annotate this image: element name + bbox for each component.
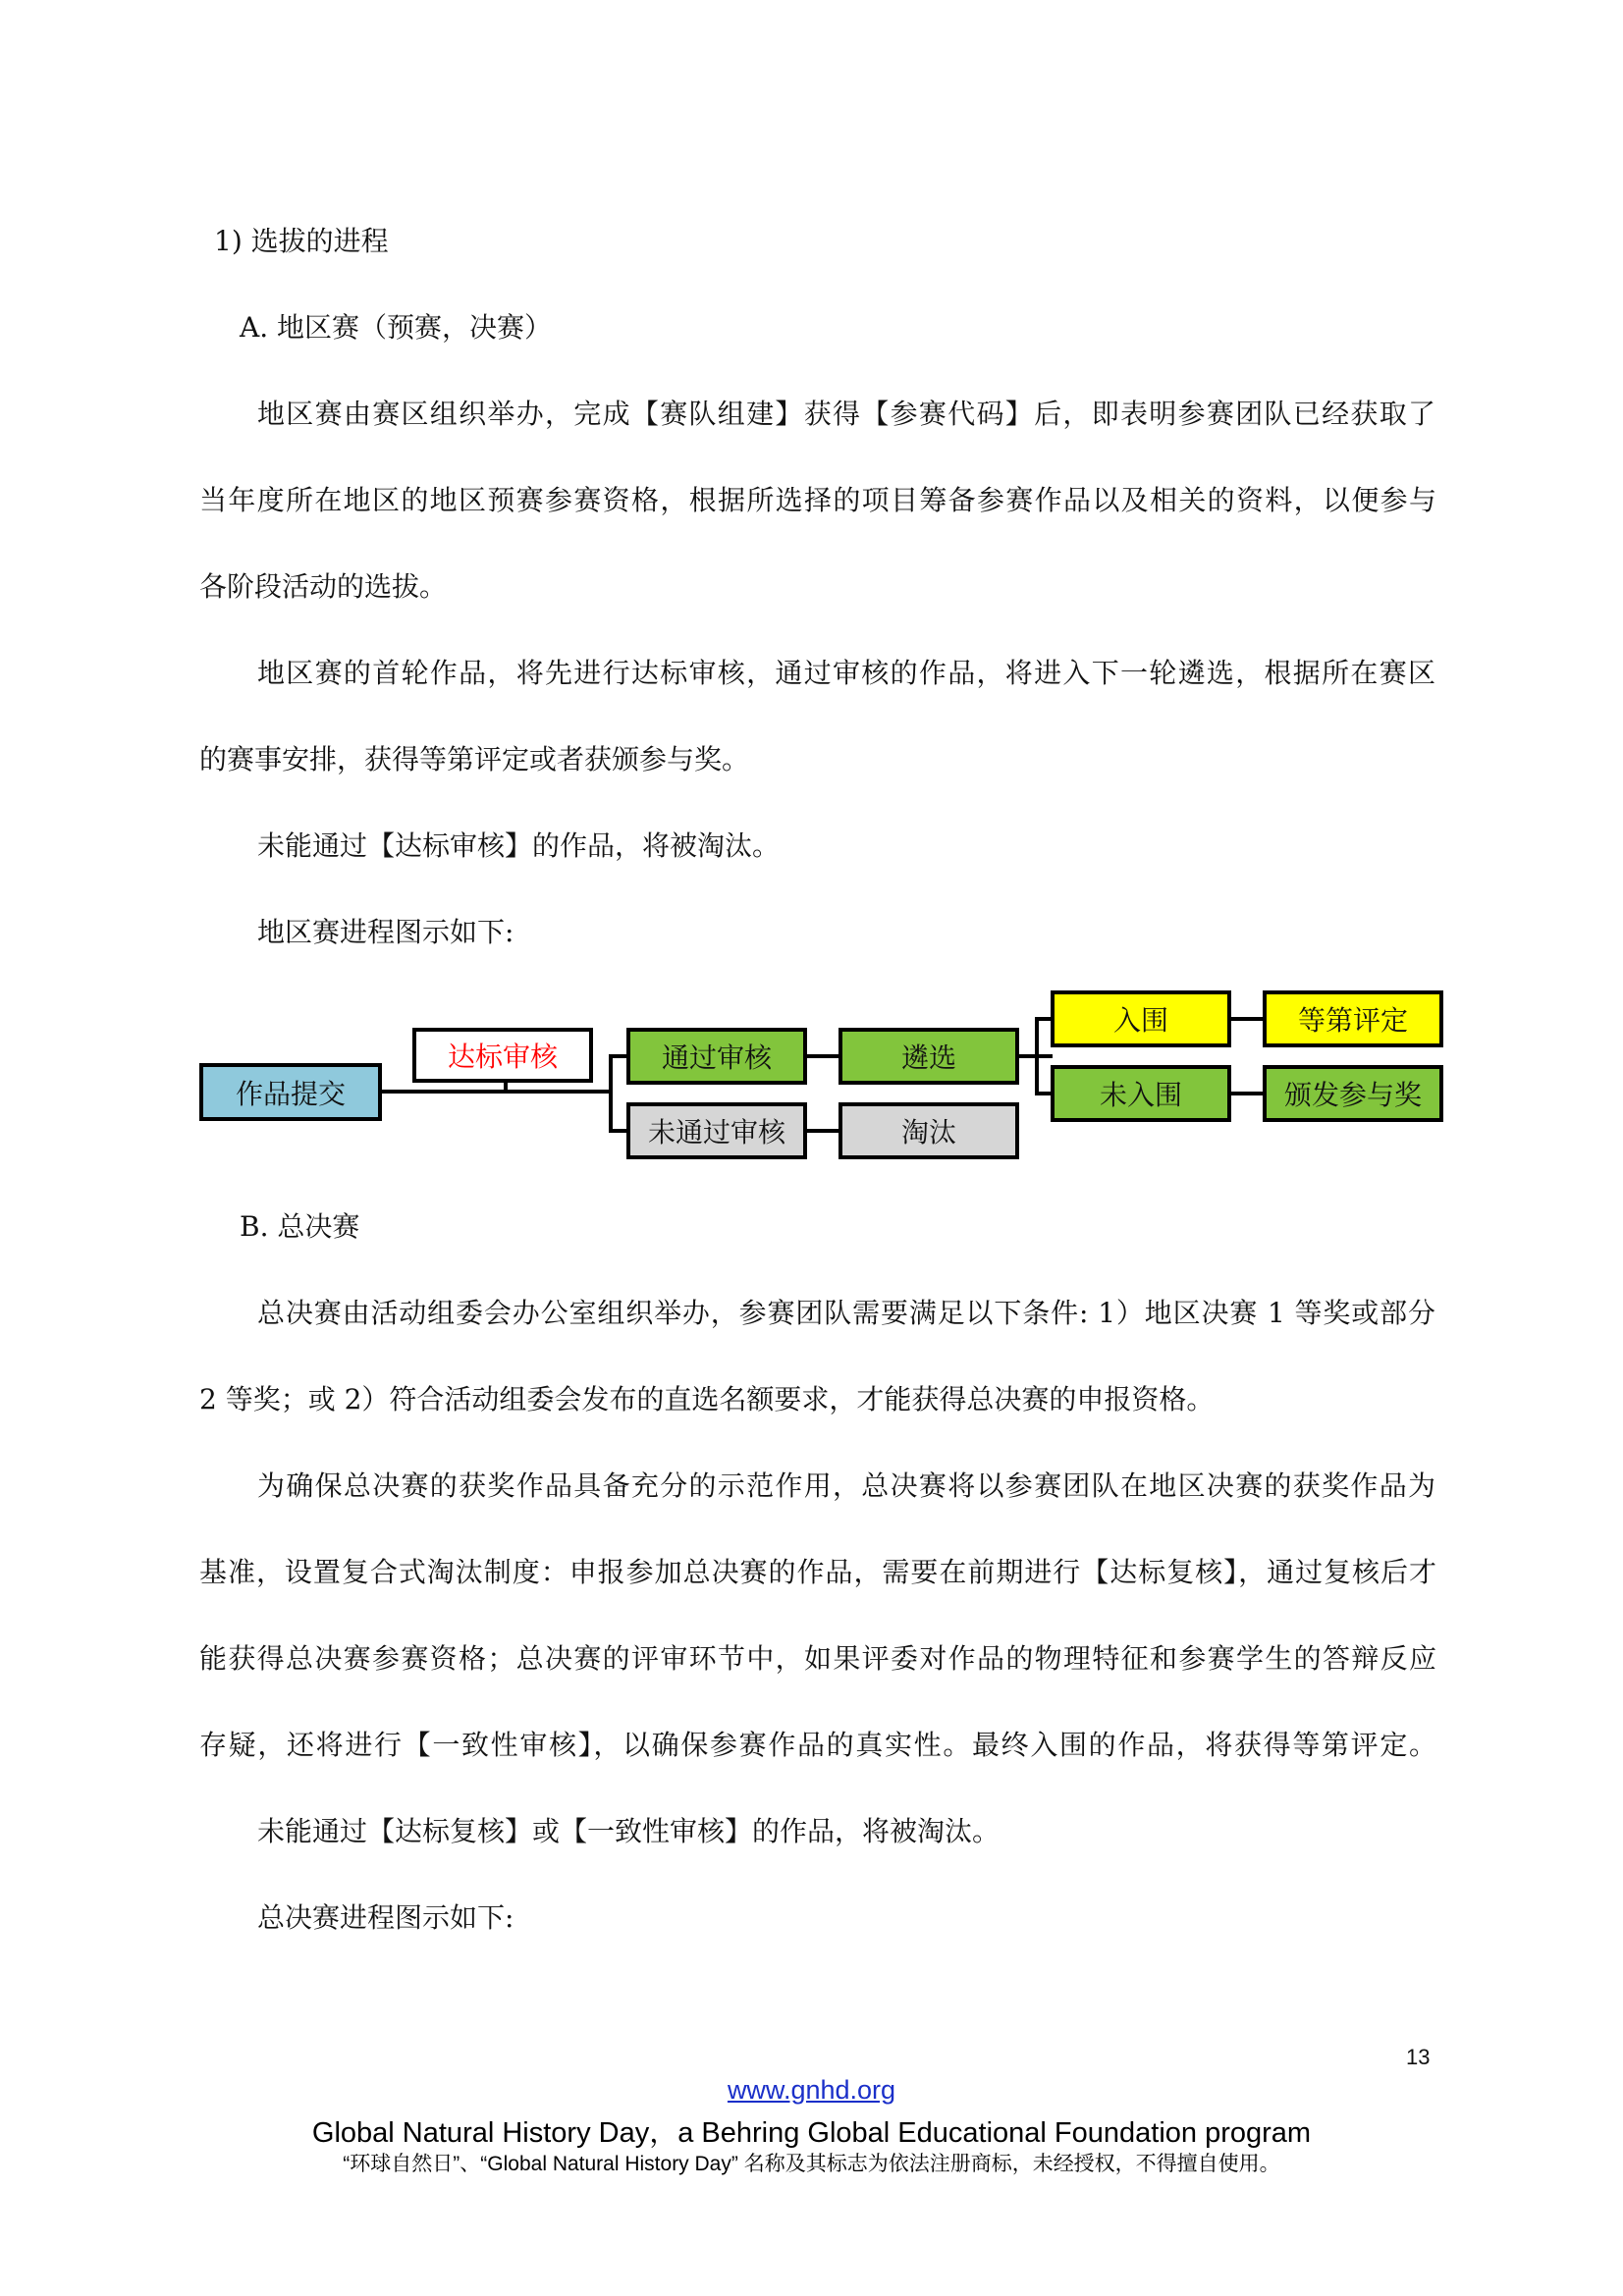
page-number: 13: [1406, 2045, 1431, 2069]
paragraph-b3: 未能通过【达标复核】或【一致性审核】的作品，将被淘汰。: [257, 1815, 1001, 1847]
pass-review-label: 通过审核: [661, 1041, 772, 1074]
participation-box: [1263, 1065, 1443, 1122]
paragraph-b1-line1: 总决赛由活动组委会办公室组织举办，参赛团队需要满足以下条件: 1）地区决赛 1 等奖或部分: [257, 1297, 1435, 1329]
connector-line: [379, 1090, 611, 1094]
paragraph-b2-line1: 为确保总决赛的获奖作品具备充分的示范作用，总决赛将以参赛团队在地区决赛的获奖作品为: [257, 1469, 1435, 1502]
paragraph-a3: 未能通过【达标审核】的作品，将被淘汰。: [257, 829, 781, 862]
section-heading: 1) 选拔的进程: [214, 225, 389, 257]
paragraph-a1-line2: 当年度所在地区的地区预赛参赛资格，根据所选择的项目筹备参赛作品以及相关的资料，以便参与: [199, 484, 1436, 516]
select-label: 遴选: [900, 1041, 956, 1074]
subheading-a: A. 地区赛（预赛，决赛）: [240, 311, 553, 344]
paragraph-b2-line2: 基准，设置复合式淘汰制度：申报参加总决赛的作品，需要在前期进行【达标复核】，通过复核后才: [199, 1556, 1436, 1588]
paragraph-b2-line3: 能获得总决赛参赛资格；总决赛的评审环节中，如果评委对作品的物理特征和参赛学生的答辩反应: [199, 1642, 1436, 1675]
submit-box: [199, 1063, 382, 1121]
connector-line: [609, 1054, 613, 1133]
connector-line: [1229, 1017, 1265, 1021]
paragraph-b4: 总决赛进程图示如下:: [257, 1901, 514, 1934]
not-shortlist-label: 未入围: [1099, 1079, 1182, 1111]
connector-line: [609, 1054, 628, 1058]
participation-label: 颁发参与奖: [1283, 1079, 1422, 1111]
connector-line: [805, 1129, 840, 1133]
shortlist-box: [1051, 990, 1231, 1047]
connector-line: [1035, 1017, 1039, 1095]
connector-line: [609, 1129, 628, 1133]
paragraph-b2-line4: 存疑，还将进行【一致性审核】，以确保参赛作品的真实性。最终入围的作品，将获得等第评定。: [199, 1729, 1436, 1761]
paragraph-a2-line1: 地区赛的首轮作品，将先进行达标审核，通过审核的作品，将进入下一轮遴选，根据所在赛区: [257, 657, 1435, 689]
footer-title: Global Natural History Day，a Behring Global Educational Foundation program: [311, 2117, 1312, 2149]
connector-line: [805, 1054, 840, 1058]
subheading-b: B. 总决赛: [240, 1210, 360, 1243]
select-box: [839, 1028, 1019, 1085]
eliminate-box: [839, 1102, 1019, 1159]
pass-review-box: [626, 1028, 807, 1085]
eliminate-label: 淘汰: [900, 1116, 956, 1148]
paragraph-a1-line1: 地区赛由赛区组织举办，完成【赛队组建】获得【参赛代码】后，即表明参赛团队已经获取了: [257, 398, 1435, 430]
paragraph-a2-line2: 的赛事安排，获得等第评定或者获颁参与奖。: [199, 743, 750, 775]
footer-trademark-note: “环球自然日”、“Global Natural History Day” 名称及其标志为依法注册商标，未经授权，不得擅自使用。: [343, 2153, 1280, 2175]
grade-label: 等第评定: [1297, 1004, 1408, 1037]
fail-review-box: [626, 1102, 807, 1159]
grade-box: [1263, 990, 1443, 1047]
standard-review-box: [412, 1028, 593, 1083]
standard-review-label: 达标审核: [447, 1041, 558, 1073]
footer-link[interactable]: www.gnhd.org: [727, 2075, 896, 2105]
paragraph-a1-line3: 各阶段活动的选拔。: [199, 570, 448, 603]
not-shortlist-box: [1051, 1065, 1231, 1122]
fail-review-label: 未通过审核: [647, 1116, 785, 1148]
connector-line: [591, 1090, 611, 1094]
paragraph-a4: 地区赛进程图示如下:: [257, 916, 514, 948]
submit-label: 作品提交: [235, 1077, 346, 1110]
shortlist-label: 入围: [1112, 1004, 1168, 1037]
paragraph-b1-line2: 2 等奖；或 2）符合活动组委会发布的直选名额要求，才能获得总决赛的申报资格。: [199, 1383, 1215, 1415]
connector-line: [1229, 1092, 1265, 1095]
